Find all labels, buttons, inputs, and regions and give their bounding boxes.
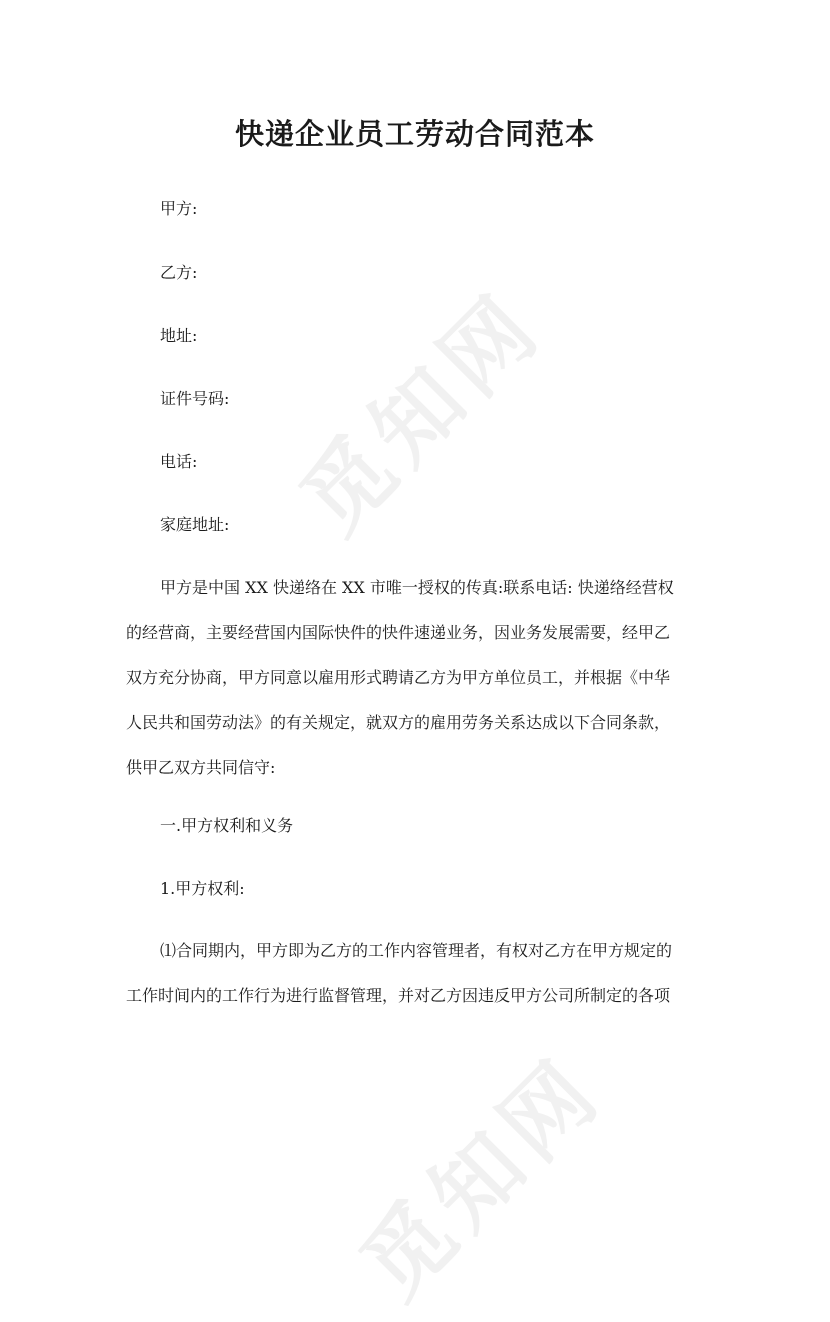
subsection-heading: 1.甲方权利:: [160, 879, 245, 898]
intro-line: 供甲乙双方共同信守:: [126, 758, 276, 777]
document-title: 快递企业员工劳动合同范本: [234, 117, 595, 151]
clause-line: ⑴合同期内，甲方即为乙方的工作内容管理者，有权对乙方在甲方规定的: [160, 941, 673, 960]
field-address: 地址:: [160, 326, 198, 345]
field-phone: 电话:: [160, 452, 198, 471]
field-home-address: 家庭地址:: [160, 515, 230, 534]
watermark: 觅知网: [341, 1037, 622, 1318]
clause-line: 工作时间内的工作行为进行监督管理，并对乙方因违反甲方公司所制定的各项: [126, 986, 671, 1005]
field-party-a: 甲方:: [160, 199, 198, 218]
field-party-b: 乙方:: [160, 263, 198, 282]
intro-line: 人民共和国劳动法》的有关规定，就双方的雇用劳务关系达成以下合同条款，: [126, 713, 671, 732]
intro-line: 甲方是中国 XX 快递络在 XX 市唯一授权的传真:联系电话: 快递络经营权: [160, 578, 674, 597]
intro-line: 双方充分协商，甲方同意以雇用形式聘请乙方为甲方单位员工，并根据《中华: [126, 668, 671, 687]
section-heading: 一.甲方权利和义务: [160, 816, 294, 835]
intro-line: 的经营商，主要经营国内国际快件的快件速递业务，因业务发展需要，经甲乙: [126, 623, 671, 642]
watermark: 觅知网: [281, 272, 562, 553]
field-id-number: 证件号码:: [160, 389, 230, 408]
